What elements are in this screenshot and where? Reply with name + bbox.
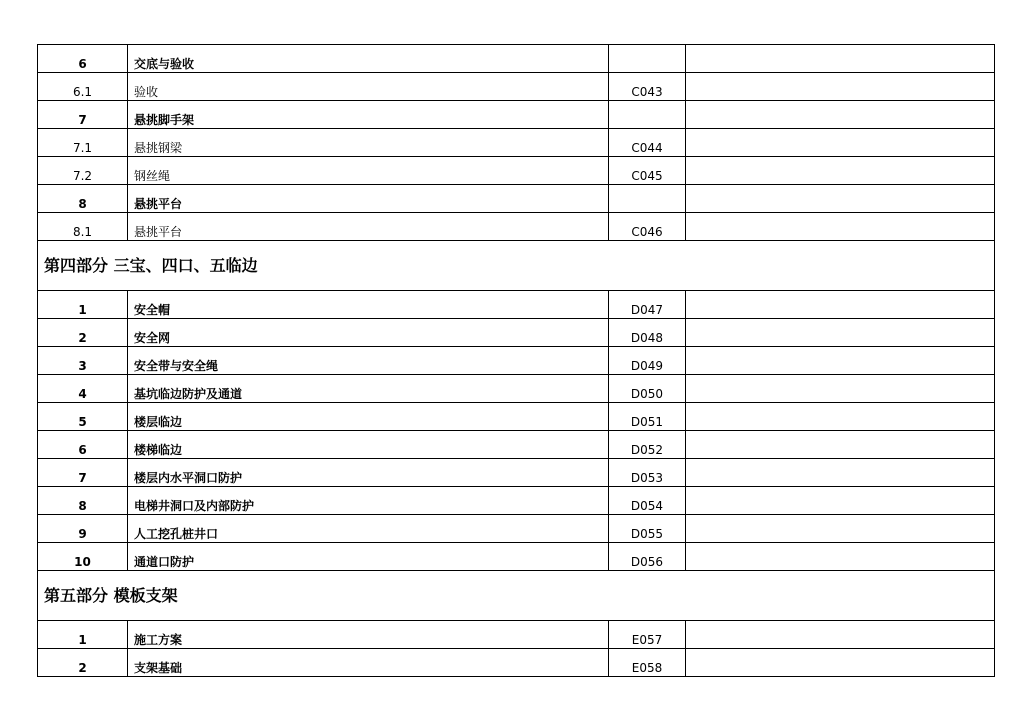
item-number-cell: 3 xyxy=(38,347,128,375)
item-number-cell: 10 xyxy=(38,543,128,571)
item-name-cell: 安全帽 xyxy=(128,291,609,319)
item-name-cell: 楼梯临边 xyxy=(128,431,609,459)
item-code-cell: E058 xyxy=(609,649,686,677)
item-number-cell: 4 xyxy=(38,375,128,403)
section-header-row xyxy=(38,241,995,291)
item-number-cell: 9 xyxy=(38,515,128,543)
table-row xyxy=(38,621,995,649)
table-row xyxy=(38,101,995,129)
table-row xyxy=(38,459,995,487)
table-row xyxy=(38,291,995,319)
item-code-cell: D055 xyxy=(609,515,686,543)
section-title: 第五部分 模板支架 xyxy=(38,571,995,621)
remarks-cell xyxy=(686,515,995,543)
item-name-cell: 施工方案 xyxy=(128,621,609,649)
table-row xyxy=(38,45,995,73)
item-name-cell: 电梯井洞口及内部防护 xyxy=(128,487,609,515)
remarks-cell xyxy=(686,403,995,431)
item-name-cell: 基坑临边防护及通道 xyxy=(128,375,609,403)
remarks-cell xyxy=(686,73,995,101)
item-code-cell: D053 xyxy=(609,459,686,487)
item-code-cell: C045 xyxy=(609,157,686,185)
remarks-cell xyxy=(686,45,995,73)
item-code-cell xyxy=(609,185,686,213)
item-code-cell: D049 xyxy=(609,347,686,375)
item-name-cell: 悬挑钢梁 xyxy=(128,129,609,157)
item-code-cell: C046 xyxy=(609,213,686,241)
table-row xyxy=(38,375,995,403)
table-row xyxy=(38,403,995,431)
item-number-cell: 5 xyxy=(38,403,128,431)
remarks-cell xyxy=(686,459,995,487)
item-code-cell: C043 xyxy=(609,73,686,101)
item-code-cell: D051 xyxy=(609,403,686,431)
item-code-cell xyxy=(609,101,686,129)
item-name-cell: 安全网 xyxy=(128,319,609,347)
remarks-cell xyxy=(686,487,995,515)
item-code-cell: D048 xyxy=(609,319,686,347)
remarks-cell xyxy=(686,157,995,185)
item-code-cell: D052 xyxy=(609,431,686,459)
item-number-cell: 8.1 xyxy=(38,213,128,241)
item-number-cell: 7 xyxy=(38,459,128,487)
item-name-cell: 支架基础 xyxy=(128,649,609,677)
remarks-cell xyxy=(686,291,995,319)
table-row xyxy=(38,543,995,571)
table-row xyxy=(38,347,995,375)
item-number-cell: 1 xyxy=(38,291,128,319)
remarks-cell xyxy=(686,101,995,129)
remarks-cell xyxy=(686,431,995,459)
item-name-cell: 人工挖孔桩井口 xyxy=(128,515,609,543)
table-row xyxy=(38,319,995,347)
remarks-cell xyxy=(686,375,995,403)
remarks-cell xyxy=(686,213,995,241)
table-row xyxy=(38,431,995,459)
item-code-cell: D050 xyxy=(609,375,686,403)
item-code-cell: E057 xyxy=(609,621,686,649)
item-name-cell: 验收 xyxy=(128,73,609,101)
table-row xyxy=(38,213,995,241)
item-number-cell: 6 xyxy=(38,45,128,73)
item-code-cell: D047 xyxy=(609,291,686,319)
item-number-cell: 6.1 xyxy=(38,73,128,101)
item-code-cell: D056 xyxy=(609,543,686,571)
remarks-cell xyxy=(686,129,995,157)
remarks-cell xyxy=(686,347,995,375)
remarks-cell xyxy=(686,185,995,213)
table-row xyxy=(38,73,995,101)
item-name-cell: 楼层临边 xyxy=(128,403,609,431)
item-number-cell: 6 xyxy=(38,431,128,459)
item-code-cell: C044 xyxy=(609,129,686,157)
remarks-cell xyxy=(686,649,995,677)
item-number-cell: 1 xyxy=(38,621,128,649)
section-title: 第四部分 三宝、四口、五临边 xyxy=(38,241,995,291)
table-row xyxy=(38,185,995,213)
item-name-cell: 悬挑平台 xyxy=(128,213,609,241)
item-number-cell: 7 xyxy=(38,101,128,129)
item-name-cell: 悬挑脚手架 xyxy=(128,101,609,129)
item-number-cell: 8 xyxy=(38,185,128,213)
item-name-cell: 通道口防护 xyxy=(128,543,609,571)
table-body xyxy=(38,45,995,677)
item-code-cell: D054 xyxy=(609,487,686,515)
table-row xyxy=(38,129,995,157)
remarks-cell xyxy=(686,543,995,571)
remarks-cell xyxy=(686,319,995,347)
table-row xyxy=(38,157,995,185)
item-name-cell: 悬挑平台 xyxy=(128,185,609,213)
inspection-index-table xyxy=(37,44,995,677)
item-number-cell: 2 xyxy=(38,319,128,347)
remarks-cell xyxy=(686,621,995,649)
table-row xyxy=(38,487,995,515)
section-header-row xyxy=(38,571,995,621)
item-name-cell: 钢丝绳 xyxy=(128,157,609,185)
table-row xyxy=(38,515,995,543)
item-name-cell: 安全带与安全绳 xyxy=(128,347,609,375)
item-code-cell xyxy=(609,45,686,73)
item-name-cell: 楼层内水平洞口防护 xyxy=(128,459,609,487)
item-number-cell: 8 xyxy=(38,487,128,515)
item-number-cell: 7.2 xyxy=(38,157,128,185)
item-name-cell: 交底与验收 xyxy=(128,45,609,73)
item-number-cell: 2 xyxy=(38,649,128,677)
table-row xyxy=(38,649,995,677)
item-number-cell: 7.1 xyxy=(38,129,128,157)
